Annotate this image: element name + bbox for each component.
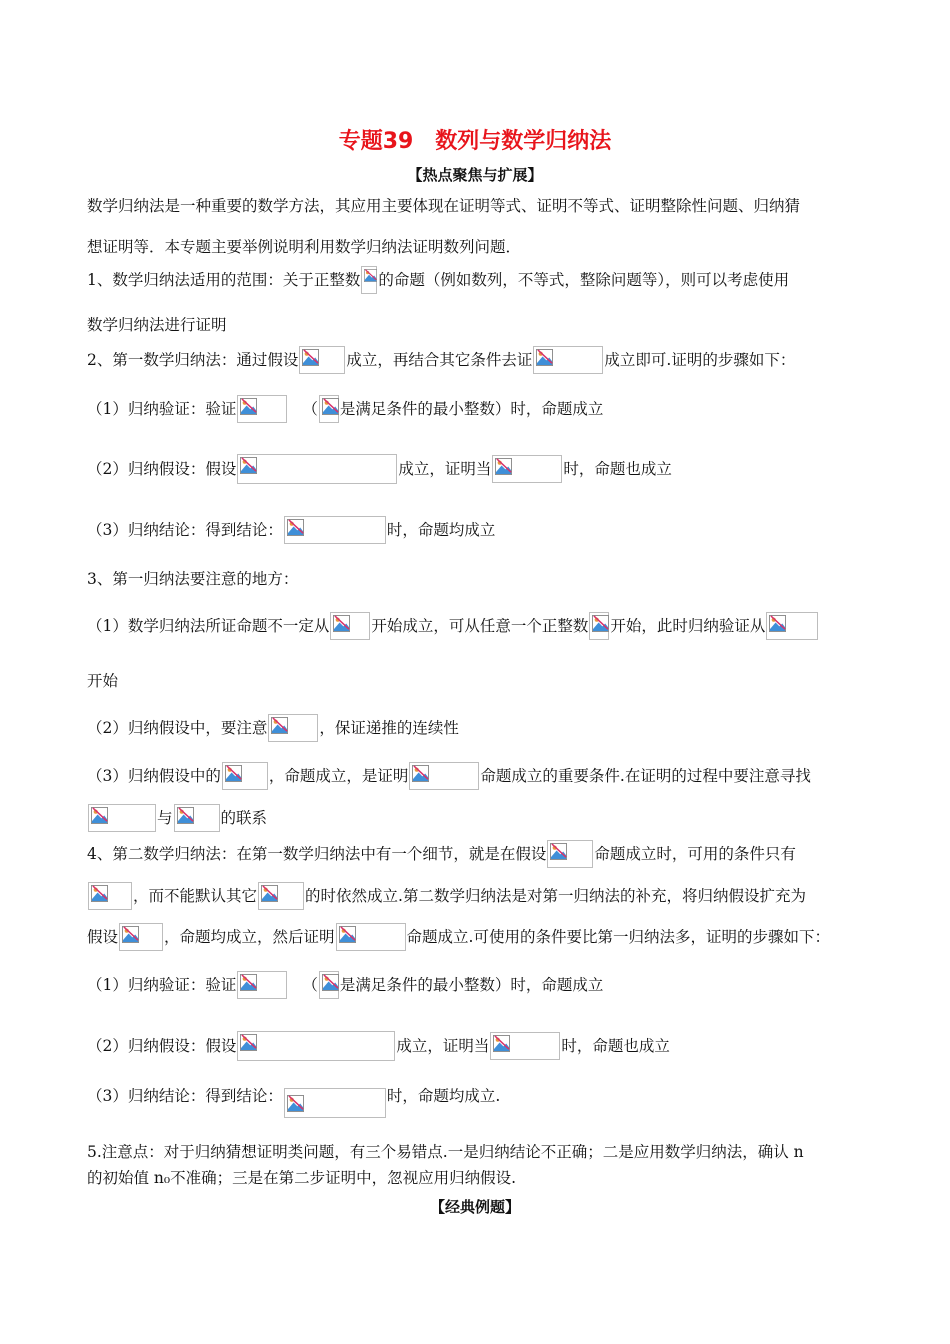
- formula-image-placeholder: [258, 882, 304, 910]
- formula-image-placeholder: [119, 923, 163, 951]
- formula-image-placeholder: [237, 454, 397, 484]
- point-1-line-2: [87, 313, 227, 337]
- formula-image-placeholder: [492, 455, 562, 483]
- note-1-line: [87, 614, 819, 638]
- text: 成立即可.证明的步骤如下：: [604, 351, 796, 369]
- broken-image-icon: [271, 717, 288, 734]
- broken-image-icon: [287, 519, 304, 536]
- text: 时，命题均成立.: [386, 1087, 501, 1105]
- text: 成立，证明当: [396, 1037, 490, 1055]
- text: （1）归纳验证：验证: [87, 400, 237, 418]
- text: ，命题均成立，然后证明: [164, 928, 335, 946]
- text: 数学归纳法进行证明: [87, 316, 227, 334]
- formula-image-placeholder: [533, 346, 603, 374]
- text: 成立，再结合其它条件去证: [346, 351, 533, 369]
- text: 时，命题均成立: [386, 521, 496, 539]
- formula-image-placeholder: [409, 762, 479, 790]
- step-3-line: [87, 518, 495, 542]
- text: （3）归纳结论：得到结论：: [87, 521, 283, 539]
- formula-image-placeholder: [237, 971, 287, 999]
- broken-image-icon: [122, 926, 139, 943]
- text: 想证明等．本专题主要举例说明利用数学归纳法证明数列问题．: [87, 238, 522, 256]
- formula-image-placeholder: [299, 346, 345, 374]
- intro-line-2: [87, 235, 521, 259]
- text: 的联系: [220, 809, 268, 827]
- note-1-line-2: [87, 669, 118, 693]
- formula-image-placeholder: [88, 804, 156, 832]
- broken-image-icon: [240, 457, 257, 474]
- section-heading-hot-topics: 【热点聚焦与扩展】: [407, 166, 543, 184]
- text: 命题成立时，可用的条件只有: [594, 845, 796, 863]
- point-5-line-1: [87, 1140, 804, 1164]
- broken-image-icon: [91, 885, 108, 902]
- text: 的命题（例如数列，不等式，整除问题等），则可以考虑使用: [378, 271, 790, 289]
- formula-image-placeholder: [589, 612, 609, 640]
- broken-image-icon: [493, 1035, 510, 1052]
- text: （3）归纳结论：得到结论：: [87, 1087, 283, 1105]
- broken-image-icon: [225, 765, 242, 782]
- step-2-line: [87, 457, 672, 481]
- formula-image-placeholder: [284, 1088, 386, 1118]
- text: 时，命题也成立: [563, 460, 672, 478]
- page-title: 专题39 数列与数学归纳法: [338, 129, 612, 154]
- text: 成立，证明当: [398, 460, 492, 478]
- formula-image-placeholder: [284, 516, 386, 544]
- broken-image-icon: [339, 926, 356, 943]
- text: （2）归纳假设：假设: [87, 1037, 237, 1055]
- formula-image-placeholder: [174, 804, 220, 832]
- formula-image-placeholder: [330, 612, 370, 640]
- broken-image-icon: [592, 615, 609, 632]
- broken-image-icon: [261, 885, 278, 902]
- formula-image-placeholder: [237, 395, 287, 423]
- formula-image-placeholder: [88, 882, 132, 910]
- broken-image-icon: [177, 807, 194, 824]
- text: 假设: [87, 928, 119, 946]
- intro-line-1: [87, 194, 800, 218]
- formula-image-placeholder: [336, 923, 406, 951]
- text: 4、第二数学归纳法：在第一数学归纳法中有一个细节，就是在假设: [87, 845, 547, 863]
- text: 是满足条件的最小整数）时，命题成立: [339, 400, 604, 418]
- text: 数学归纳法是一种重要的数学方法，其应用主要体现在证明等式、证明不等式、证明整除性问题、归纳猜: [87, 197, 801, 215]
- broken-image-icon: [302, 349, 319, 366]
- text: 开始成立，可从任意一个正整数: [371, 617, 589, 635]
- broken-image-icon: [550, 843, 567, 860]
- text: 1、数学归纳法适用的范围：关于正整数: [87, 271, 361, 289]
- point-2-line: [87, 348, 795, 372]
- formula-image-placeholder: [490, 1032, 560, 1060]
- text: 与: [157, 809, 173, 827]
- text: ，而不能默认其它: [133, 887, 258, 905]
- broken-image-icon: [536, 349, 553, 366]
- formula-image-placeholder: [237, 1031, 395, 1061]
- note-2-line: [87, 716, 459, 740]
- text: （2）归纳假设中，要注意: [87, 719, 268, 737]
- text: ，命题成立，是证明: [268, 767, 409, 785]
- text: （: [302, 400, 318, 418]
- point-4-line-1: [87, 842, 796, 866]
- text: 2、第一数学归纳法：通过假设: [87, 351, 299, 369]
- broken-image-icon: [333, 615, 350, 632]
- step2-1-line: [87, 973, 603, 997]
- broken-image-icon: [91, 807, 108, 824]
- broken-image-icon: [769, 615, 786, 632]
- point-5-line-2: [87, 1166, 516, 1190]
- text: （1）归纳验证：验证: [87, 976, 237, 994]
- text: 3、第一归纳法要注意的地方：: [87, 570, 299, 588]
- text: （2）归纳假设：假设: [87, 460, 237, 478]
- step-1-line: [87, 397, 603, 421]
- point-1-line-1: [87, 268, 789, 292]
- point-3-line: [87, 567, 298, 591]
- broken-image-icon: [322, 974, 339, 991]
- broken-image-icon: [495, 458, 512, 475]
- note-3-line-2: [87, 806, 267, 830]
- text: （3）归纳假设中的: [87, 767, 221, 785]
- broken-image-icon: [287, 1095, 304, 1112]
- broken-image-icon: [322, 398, 339, 415]
- text: 5.注意点：对于归纳猜想证明类问题，有三个易错点.一是归纳结论不正确；二是应用数学归纳法，确认 n: [87, 1143, 804, 1161]
- text: 的初始值 n₀不准确；三是在第二步证明中，忽视应用归纳假设.: [87, 1169, 517, 1187]
- text: 时，命题也成立: [561, 1037, 670, 1055]
- text: 的时依然成立.第二数学归纳法是对第一归纳法的补充，将归纳假设扩充为: [305, 887, 806, 905]
- formula-image-placeholder: [319, 971, 339, 999]
- point-4-line-3: [87, 925, 830, 949]
- formula-image-placeholder: [547, 840, 593, 868]
- broken-image-icon: [240, 398, 257, 415]
- broken-image-icon: [240, 974, 257, 991]
- formula-image-placeholder: [766, 612, 818, 640]
- text: （: [302, 976, 318, 994]
- formula-image-placeholder: [268, 714, 318, 742]
- text: ，保证递推的连续性: [319, 719, 459, 737]
- broken-image-icon: [364, 269, 377, 282]
- broken-image-icon: [240, 1034, 257, 1051]
- formula-image-placeholder: [361, 266, 377, 294]
- section-heading-examples: 【经典例题】: [429, 1198, 520, 1216]
- text: 命题成立.可使用的条件要比第一归纳法多，证明的步骤如下：: [406, 928, 830, 946]
- step2-2-line: [87, 1034, 670, 1058]
- text: 是满足条件的最小整数）时，命题成立: [339, 976, 604, 994]
- broken-image-icon: [412, 765, 429, 782]
- formula-image-placeholder: [222, 762, 268, 790]
- step2-3-line: [87, 1084, 500, 1108]
- formula-image-placeholder: [319, 395, 339, 423]
- note-3-line: [87, 764, 811, 788]
- text: 开始: [87, 672, 119, 690]
- text: 命题成立的重要条件.在证明的过程中要注意寻找: [480, 767, 811, 785]
- point-4-line-2: [87, 884, 806, 908]
- text: 开始，此时归纳验证从: [610, 617, 766, 635]
- text: （1）数学归纳法所证命题不一定从: [87, 617, 330, 635]
